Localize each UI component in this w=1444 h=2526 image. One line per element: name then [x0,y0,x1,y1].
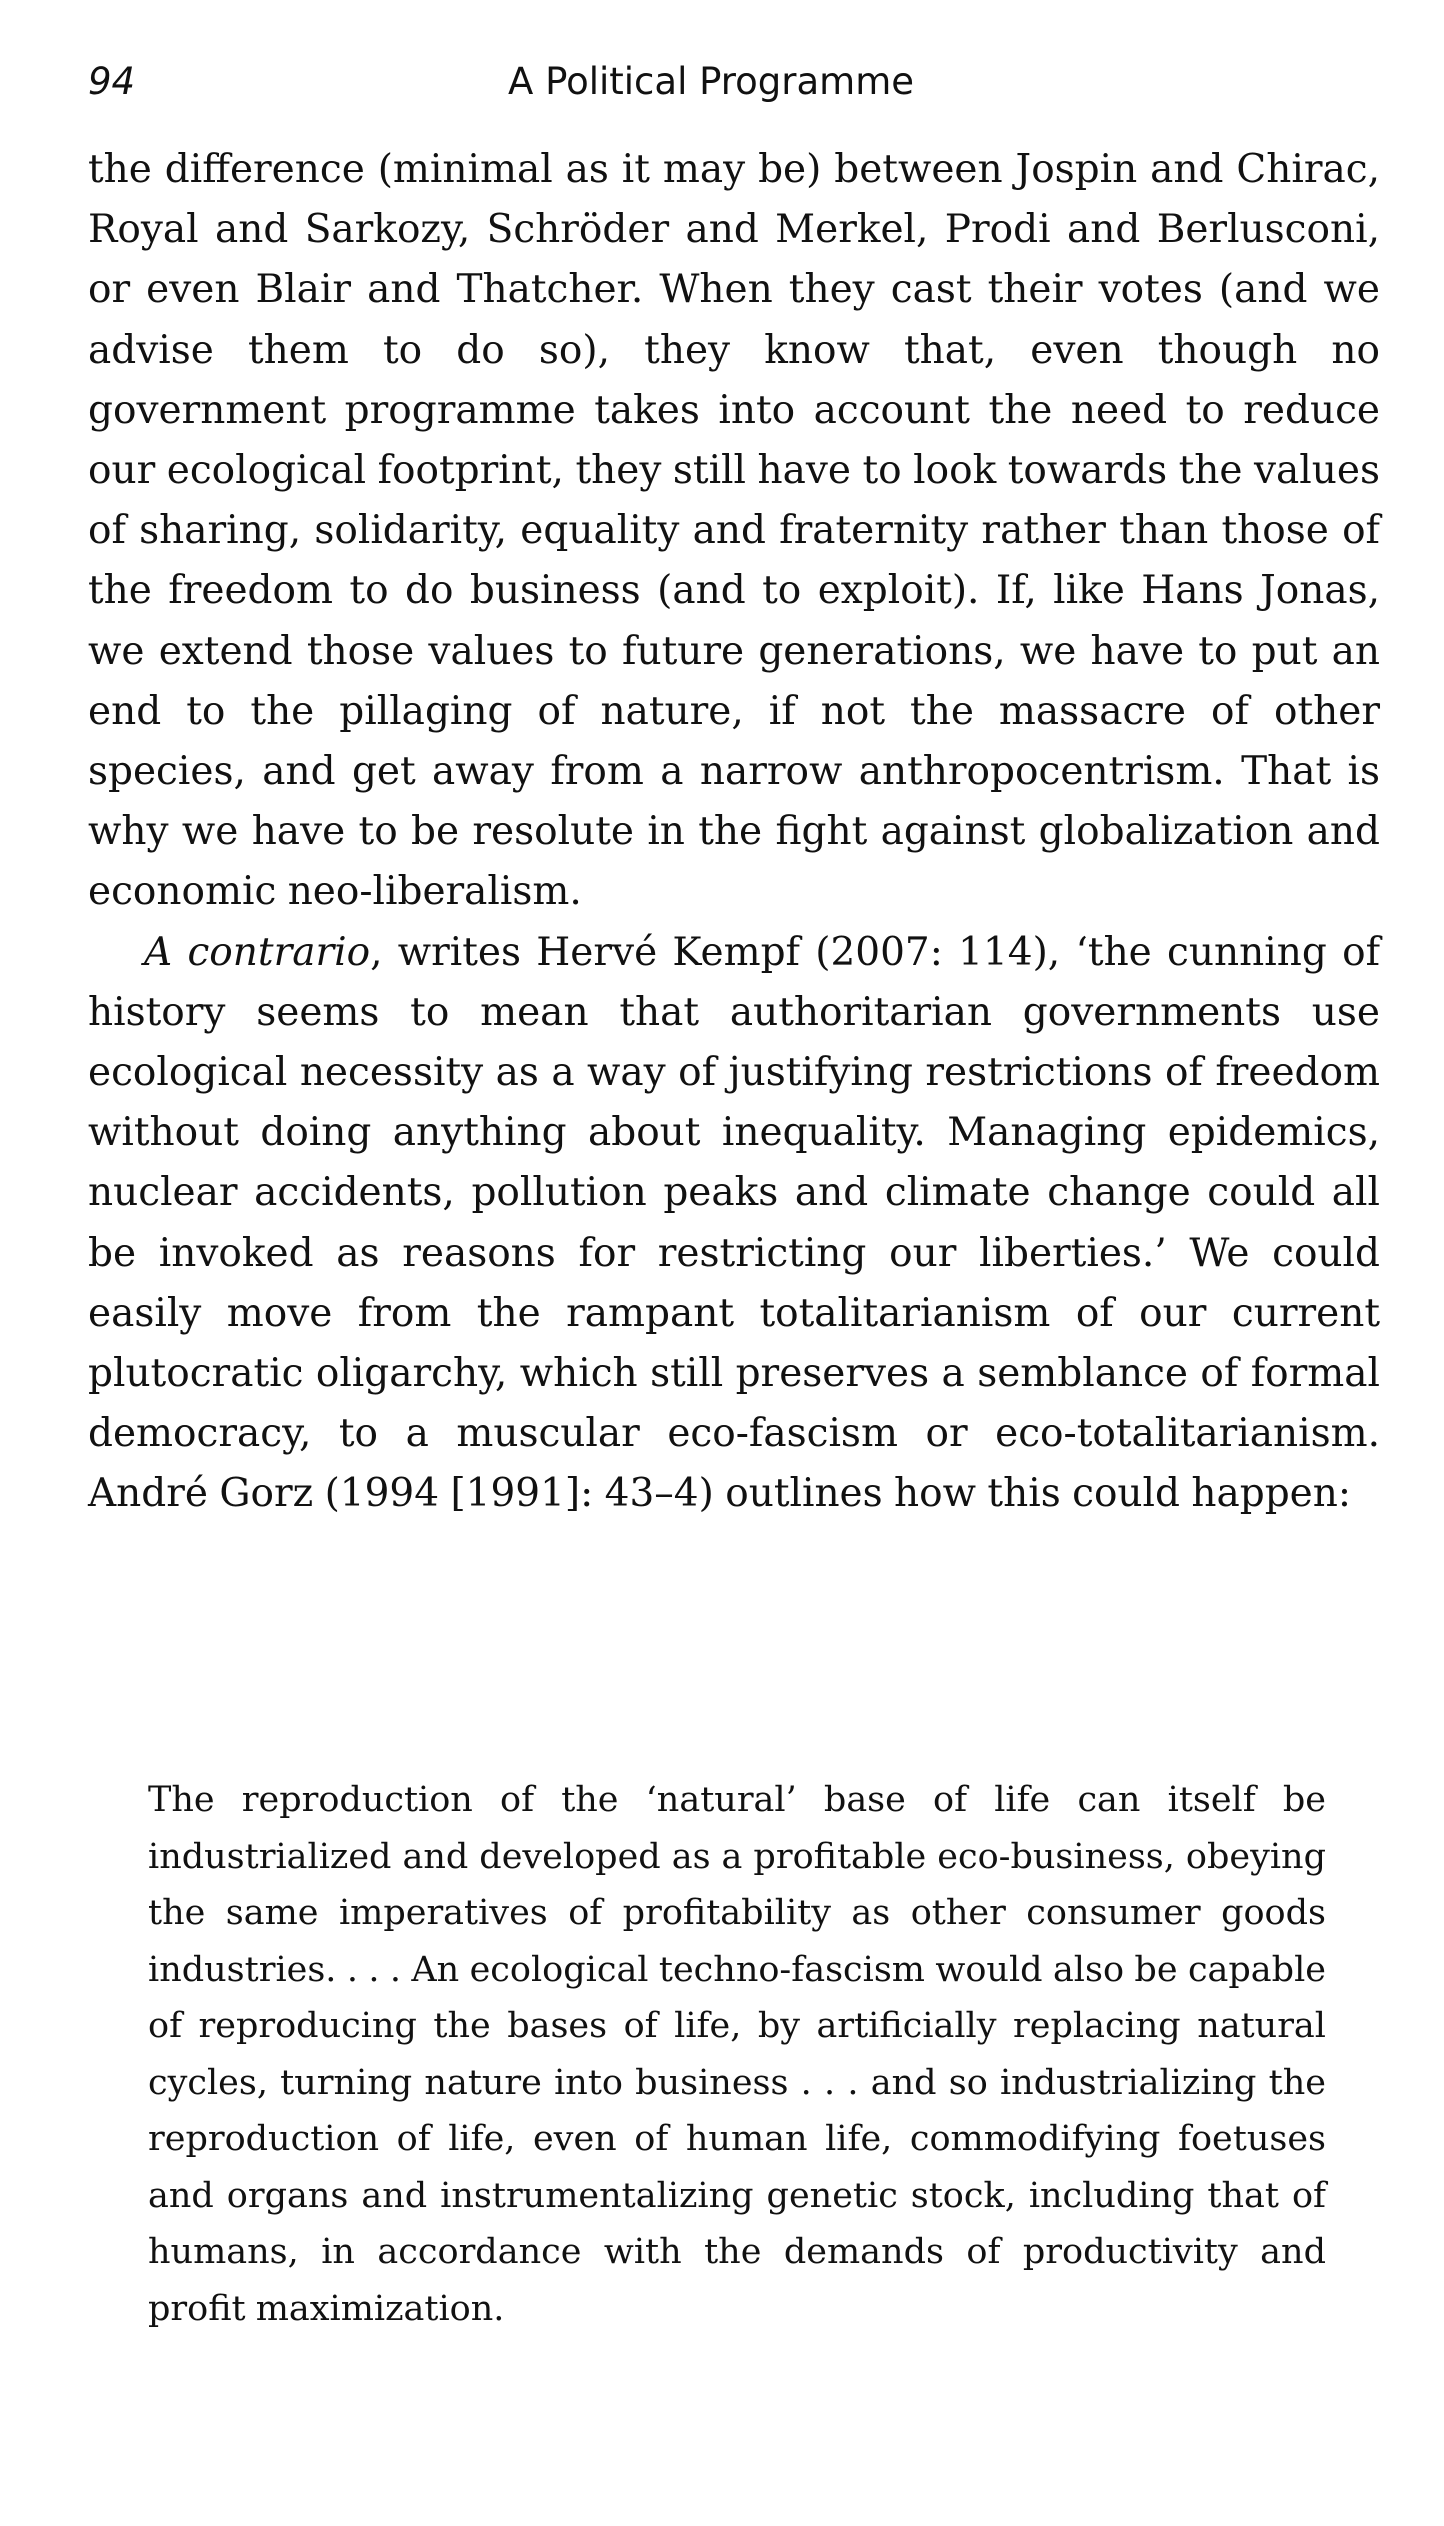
paragraph-a-contrario [88,923,1380,1525]
running-title: A Political Programme [508,60,915,103]
paragraph-continued: the difference (minimal as it may be) between Jospin and Chirac, Royal and Sarkozy, Schröder and Merkel, Prodi and Berlusconi, or even Blair and Thatcher. When they cast their votes (and we advise them to do so), they know that, even though no government programme takes into account the need to reduce our ecological footprint, they still have to look towards the values of sharing, solidarity, equality and fraternity rather than those of the freedom to do business (and to exploit). If, like Hans Jonas, we extend those values to future generations, we have to put an end to the pillaging of nature, if not the massacre of other species, and get away from a narrow anthropocentrism. That is why we have to be resolute in the fight against globalization and economic neo-liberalism. [88,147,1380,915]
body-text [88,140,1380,1525]
paragraph-text: , writes Hervé Kempf (2007: 114), ‘the cunning of history seems to mean that authoritarian governments use ecological necessity as a way of justifying restrictions of freedom without doing anything about inequality. Managing epidemics, nuclear accidents, pollution peaks and climate change could all be invoked as reasons for restricting our liberties.’ We could easily move from the rampant totalitarianism of our current plutocratic oligarchy, which still preserves a semblance of formal democracy, to a muscular eco-fascism or eco-totalitarianism. André Gorz (1994 [1991]: 43–4) outlines how this could happen: [88,929,1380,1517]
block-quote [148,1772,1326,2337]
page-number: 94 [88,60,136,103]
block-quote-text: The reproduction of the ‘natural’ base of life can itself be industrialized and developed as a profitable eco-business, obeying the same imperatives of profitability as other consumer goods industries. . . . An ecological techno-fascism would also be capable of reproducing the bases of life, by artificially replacing natural cycles, turning nature into business . . . and so industrializing the reproduction of life, even of human life, commodifying foetuses and organs and instrumentalizing genetic stock, including that of humans, in accordance with the demands of productivity and profit maximization. [148,1780,1326,2329]
running-head [88,52,1388,112]
italic-lead-phrase: A contrario [144,929,371,975]
